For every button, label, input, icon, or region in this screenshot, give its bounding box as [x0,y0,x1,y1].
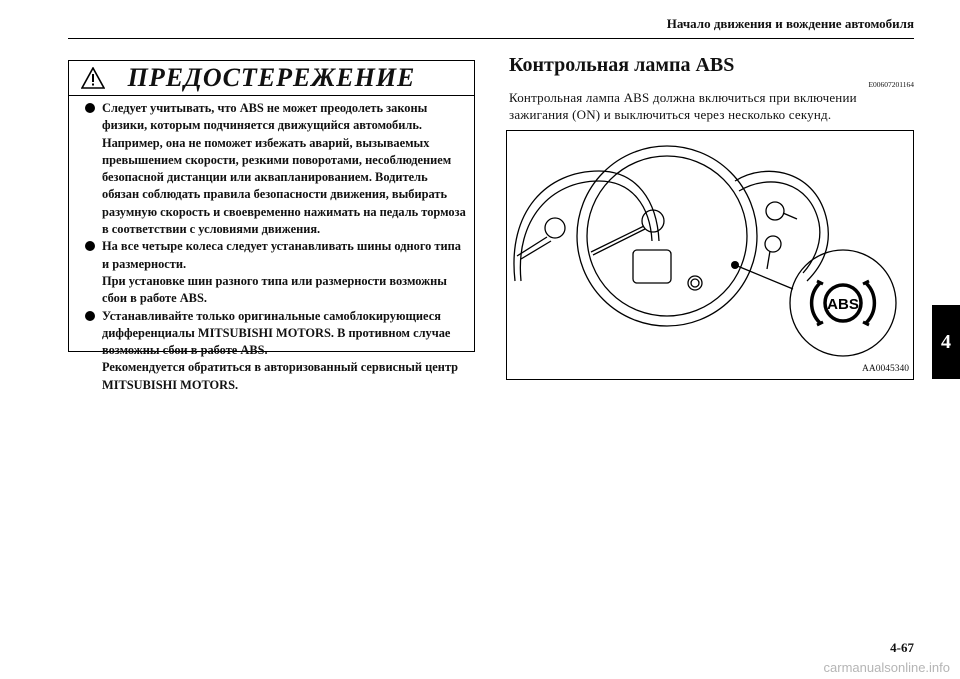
warning-item-text: Следует учитывать, что ABS не может преодолеть законы физики, которым подчиняется движущийся автомобиль. [102,101,428,133]
instrument-cluster-figure [506,130,914,380]
bullet-icon [85,241,95,251]
page-number: 4-67 [890,640,914,655]
chapter-tab: 4 [932,305,960,379]
watermark: carmanualsonline.info [823,660,950,675]
warning-item-text: На все четыре колеса следует устанавливать шины одного типа и размерности. [102,239,461,271]
warning-item [79,308,466,394]
section-text: Контрольная лампа ABS должна включиться при включении зажигания (ON) и выключиться через несколько секунд. [509,90,857,122]
warning-body [69,96,474,394]
header-rule [68,38,914,39]
warning-item-note: Например, она не поможет избежать аварий, вызываемых превышением скорости, резкими поворотами, несоблюдением безопасной дистанции или аквапланированием. Водитель обязан соблюдать правила безопасности движения, выбирать разумную скорость и своевременно нажимать на педаль тормоза в соответствии с условиями движения. [102,135,466,237]
warning-box [68,60,475,392]
warning-item [79,100,466,238]
warning-item-note: Рекомендуется обратиться в авторизованный сервисный центр MITSUBISHI MOTORS. [102,360,459,392]
section-code: E00607201164 [868,80,914,89]
abs-lamp-label: ABS [827,296,859,313]
warning-item [79,238,466,307]
warning-item-note: При установке шин разного типа или размерности возможны сбои в работе ABS. [102,273,447,306]
warning-item-text: Устанавливайте только оригинальные самоблокирующиеся дифференциалы MITSUBISHI MOTORS. В противном случае возможны сбои в работе ABS. [102,308,451,358]
warning-triangle-icon [81,67,105,89]
bullet-icon [85,103,95,113]
warning-header [69,61,474,96]
section-title: Контрольная лампа ABS [509,54,735,76]
bullet-icon [85,311,95,321]
warning-title: ПРЕДОСТЕРЕЖЕНИЕ [127,63,416,92]
running-header: Начало движения и вождение автомобиля [666,16,914,31]
figure-code: AA0045340 [862,364,909,374]
instrument-cluster-illustration [507,131,914,380]
